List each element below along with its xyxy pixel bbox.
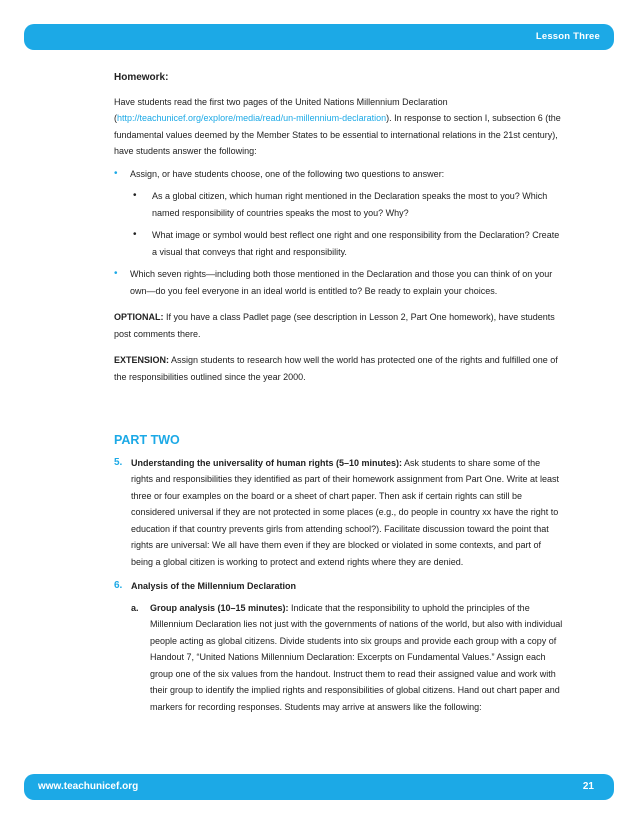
intro-text-cont: ). In response to section I, subsection 6 (the fundamental values deemed by the Member States to be essential to international relations in the 21st century), have students answer the following: xyxy=(114,113,561,156)
list-item xyxy=(114,188,564,221)
footer-bar xyxy=(24,774,614,800)
sub-item-title: Group analysis (10–15 minutes): xyxy=(150,602,289,613)
item-text: Ask students to share some of the rights and responsibilities they identified as part of their homework assignment from Part One. Write at least three or four examples on the board or a sheet of chart paper. Then ask if certain rights can still be considered universal if they are not protected in some places (e.g., do people in country xx have the right to education if that country prevents girls from attending school?). Facilitate discussion toward the point that rights are universal: We all have them even if they are blocked or violated in some contexts, and part of being a global citizen is working to protect and extend rights where they are denied. xyxy=(131,457,560,567)
sub-item-label: a. xyxy=(131,602,139,613)
bullet-text: As a global citizen, which human right mentioned in the Declaration speaks the most to you? Which named responsibility of countries speaks the most to you? Why? xyxy=(152,191,548,218)
intro-text: Have students read the first two pages of the United Nations Millennium Declaration ( xyxy=(114,96,448,123)
numbered-item-6 xyxy=(114,578,564,595)
list-item xyxy=(114,227,564,260)
bullet-icon: • xyxy=(133,229,137,240)
extension-paragraph xyxy=(114,352,564,385)
optional-paragraph xyxy=(114,309,564,342)
bullet-text: What image or symbol would best reflect one right and one responsibility from the Declaration? Create a visual that conveys that right and responsibility. xyxy=(152,230,560,257)
item-number: 6. xyxy=(114,580,123,591)
item-title: Understanding the universality of human rights (5–10 minutes): xyxy=(131,457,403,468)
lesson-label: Lesson Three xyxy=(535,31,600,42)
item-title: Analysis of the Millennium Declaration xyxy=(131,581,297,591)
numbered-item-5 xyxy=(114,455,564,571)
footer-url-link[interactable]: www.teachunicef.org xyxy=(38,781,139,792)
list-item xyxy=(114,166,564,183)
homework-intro xyxy=(114,94,564,160)
bullet-icon: • xyxy=(114,167,118,179)
part-two-heading: PART TWO xyxy=(114,433,180,447)
bullet-text: Assign, or have students choose, one of the following two questions to answer: xyxy=(130,168,445,179)
list-item xyxy=(114,266,564,299)
item-number: 5. xyxy=(114,456,123,468)
homework-heading: Homework: xyxy=(114,72,169,83)
bullet-icon: • xyxy=(133,190,137,201)
bullet-icon: • xyxy=(114,268,118,279)
page-content xyxy=(114,70,564,715)
bullet-text: Which seven rights—including both those mentioned in the Declaration and those you can think of on your own—do you feel everyone in an ideal world is entitled to? Be ready to explain your choices. xyxy=(130,269,553,296)
optional-label: OPTIONAL: xyxy=(114,312,164,322)
declaration-link[interactable]: http://teachunicef.org/explore/media/read/un-millennium-declaration xyxy=(117,113,387,123)
sub-item-a xyxy=(114,600,564,716)
extension-label: EXTENSION: xyxy=(114,355,170,365)
page-number: 21 xyxy=(582,781,594,792)
sub-item-text: Indicate that the responsibility to uphold the principles of the Millennium Declaration lies not just with the governments of nations of the world, but also with individual people acting as global citizens. Divide students into six groups and provide each group with a copy of Handout 7, “United Nations Millennium Declaration: Excerpts on Fundamental Values.” Assign each group one of the six values from the handout. Instruct them to read their assigned value and work with their group to identify the implied rights and responsibilities of global citizens. Hand out chart paper and markers for recording responses. Students may arrive at answers like the following: xyxy=(150,602,563,712)
extension-text: Assign students to research how well the world has protected one of the rights and fulfilled one of the responsibilities outlined since the year 2000. xyxy=(114,355,558,382)
optional-text: If you have a class Padlet page (see description in Lesson 2, Part One homework), have students post comments there. xyxy=(114,312,555,339)
header-bar xyxy=(24,24,614,50)
